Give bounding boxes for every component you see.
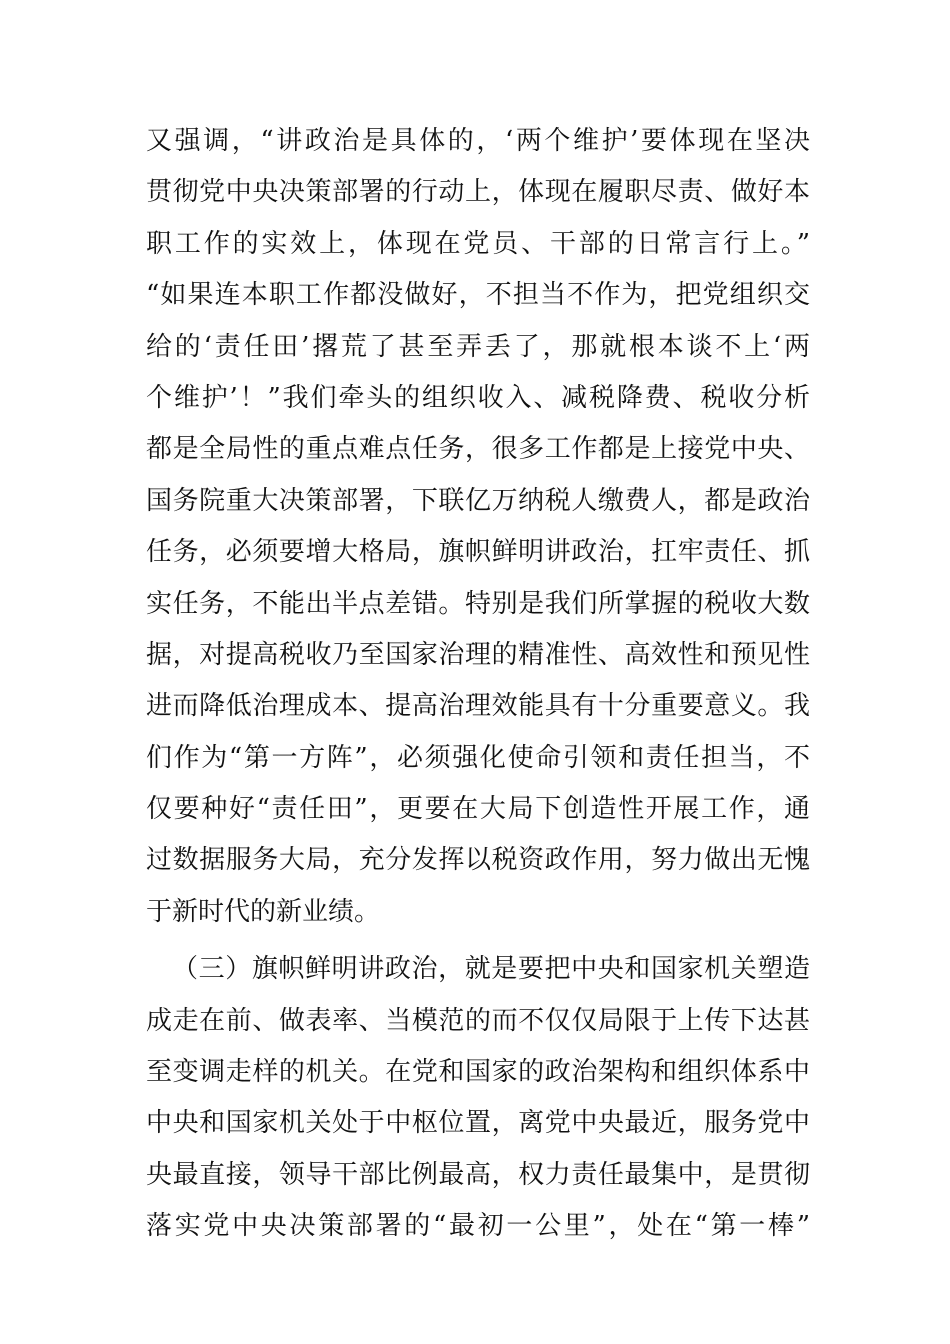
paragraph-2	[146, 944, 810, 1252]
text-line: 进而降低治理成本、提高治理效能具有十分重要意义。我	[146, 691, 810, 722]
text-line: 过数据服务大局，充分发挥以税资政作用，努力做出无愧	[146, 845, 810, 876]
text-line: 都是全局性的重点难点任务，很多工作都是上接党中央、	[146, 434, 810, 465]
text-line: 实任务，不能出半点差错。特别是我们所掌握的税收大数	[146, 588, 810, 619]
text-line: 职工作的实效上，体现在党员、干部的日常言行上。”	[146, 228, 810, 259]
text-line: 贯彻党中央决策部署的行动上，体现在履职尽责、做好本	[146, 177, 810, 208]
body-text	[146, 116, 810, 1253]
text-line: 国务院重大决策部署，下联亿万纳税人缴费人，都是政治	[146, 485, 810, 516]
text-line: 央最直接，领导干部比例最高，权力责任最集中，是贯彻	[146, 1159, 810, 1190]
text-line: “如果连本职工作都没做好，不担当不作为，把党组织交	[146, 280, 810, 311]
paragraph-1	[146, 116, 810, 938]
text-line: 给的‘责任田’撂荒了甚至弄丢了，那就根本谈不上‘两	[146, 331, 810, 362]
text-line: 于新时代的新业绩。	[146, 896, 381, 927]
text-line: 落实党中央决策部署的“最初一公里”，处在“第一棒”	[146, 1211, 810, 1242]
text-line: 又强调，“讲政治是具体的，‘两个维护’要体现在坚决	[146, 126, 810, 156]
text-line: 成走在前、做表率、当模范的而不仅仅局限于上传下达甚	[146, 1005, 810, 1036]
text-line: 们作为“第一方阵”，必须强化使命引领和责任担当，不	[146, 742, 810, 773]
text-line: 仅要种好“责任田”，更要在大局下创造性开展工作，通	[146, 794, 810, 825]
text-line: 任务，必须要增大格局，旗帜鲜明讲政治，扛牢责任、抓	[146, 537, 810, 568]
text-line: （三）旗帜鲜明讲政治，就是要把中央和国家机关塑造	[172, 954, 810, 985]
text-line: 据，对提高税收乃至国家治理的精准性、高效性和预见性	[146, 639, 810, 670]
text-line: 个维护’！”我们牵头的组织收入、减税降费、税收分析	[146, 382, 810, 413]
text-line: 中央和国家机关处于中枢位置，离党中央最近，服务党中	[146, 1108, 810, 1139]
text-line: 至变调走样的机关。在党和国家的政治架构和组织体系中	[146, 1057, 810, 1088]
